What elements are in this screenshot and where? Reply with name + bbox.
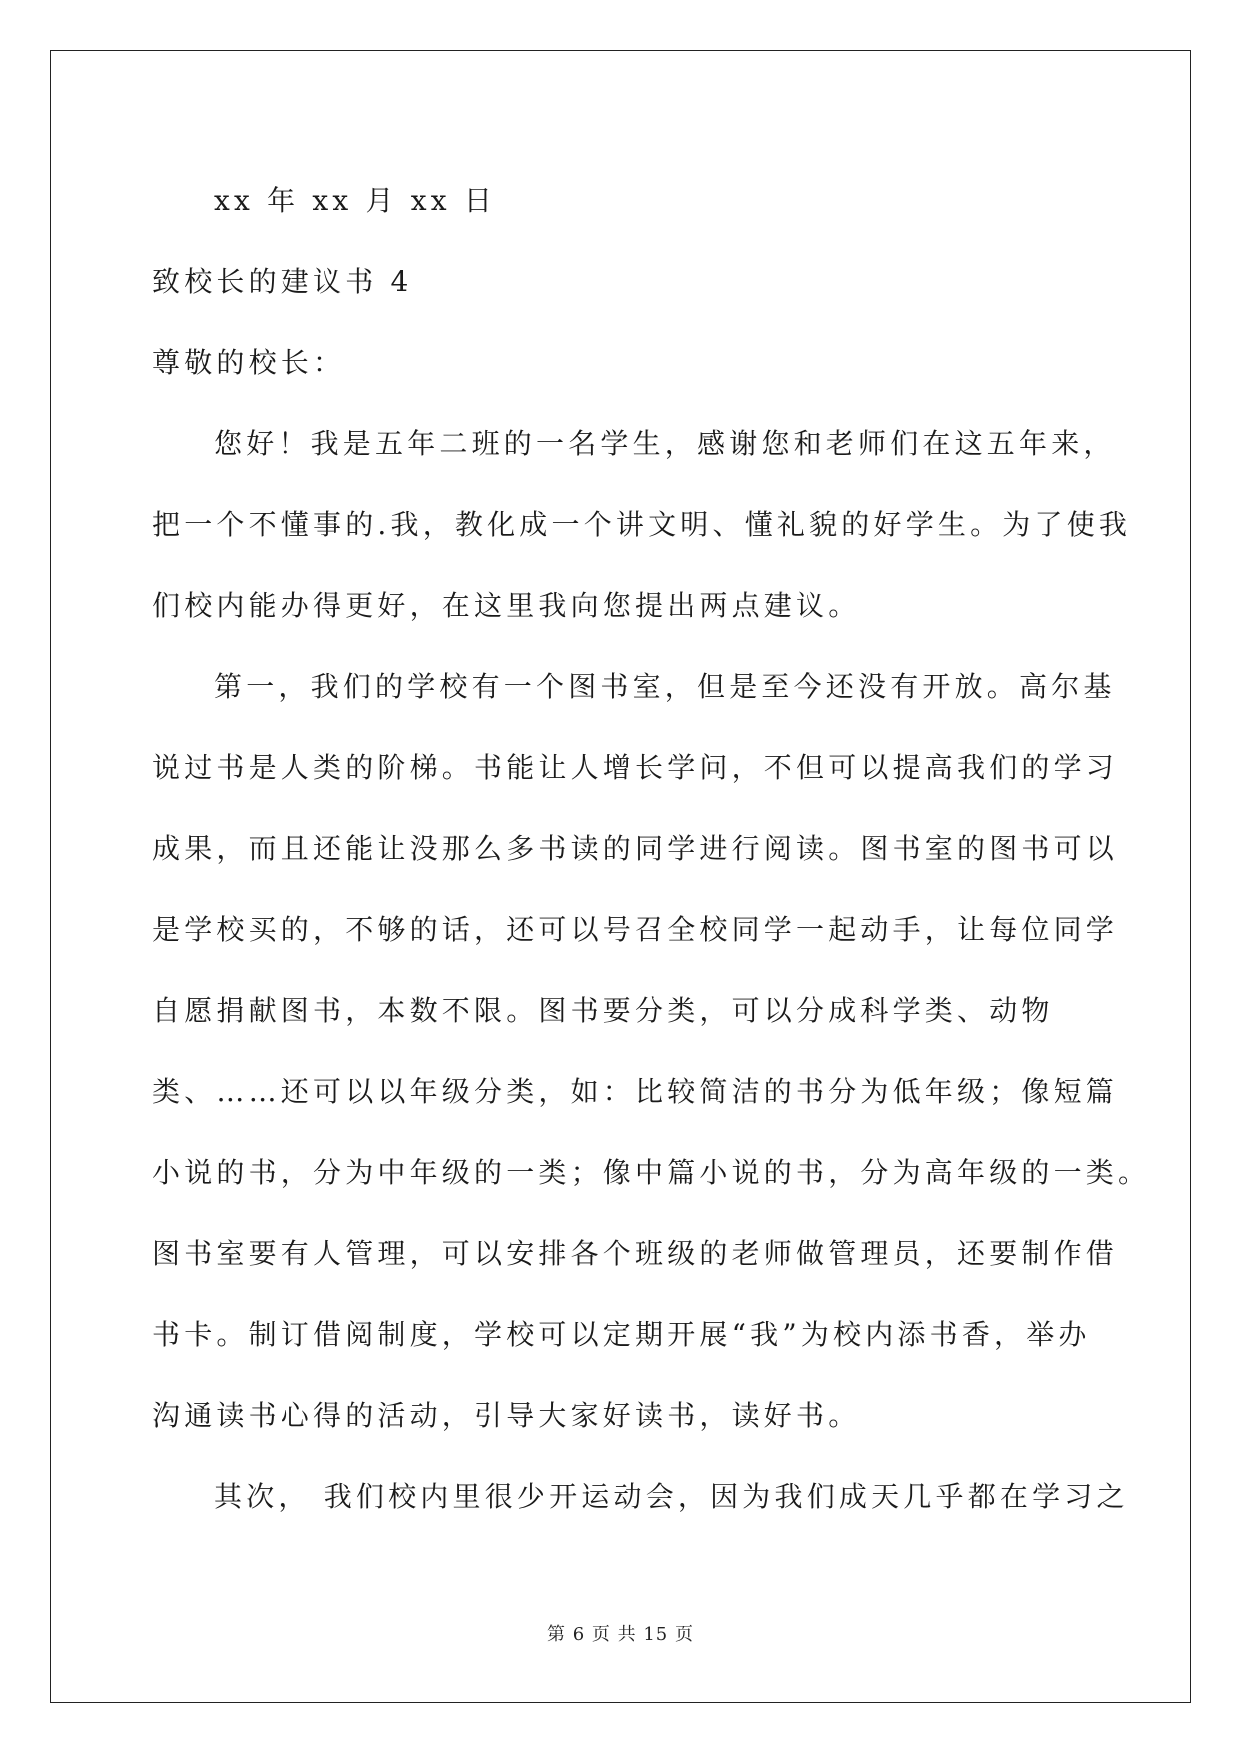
letter-title: 致校长的建议书 4 xyxy=(152,265,413,298)
document-body xyxy=(152,160,1151,1537)
salutation: 尊敬的校长： xyxy=(152,346,346,379)
date-line: xx 年 xx 月 xx 日 xyxy=(214,184,497,217)
paragraph-line: 自愿捐献图书，本数不限。图书要分类，可以分成科学类、动物 xyxy=(152,994,1054,1027)
paragraph-line: 把一个不懂事的.我，教化成一个讲文明、懂礼貌的好学生。为了使我 xyxy=(152,508,1132,541)
paragraph-line: 您好！我是五年二班的一名学生，感谢您和老师们在这五年来， xyxy=(214,427,1116,460)
paragraph-line: 成果，而且还能让没那么多书读的同学进行阅读。图书室的图书可以 xyxy=(152,832,1119,865)
paragraph-line: 们校内能办得更好，在这里我向您提出两点建议。 xyxy=(152,589,861,622)
paragraph-line: 小说的书，分为中年级的一类；像中篇小说的书，分为高年级的一类。 xyxy=(152,1156,1151,1189)
paragraph-line: 是学校买的，不够的话，还可以号召全校同学一起动手，让每位同学 xyxy=(152,913,1119,946)
paragraph-line: 图书室要有人管理，可以安排各个班级的老师做管理员，还要制作借 xyxy=(152,1237,1119,1270)
paragraph-line: 第一，我们的学校有一个图书室，但是至今还没有开放。高尔基 xyxy=(214,670,1116,703)
page-number-footer: 第 6 页 共 15 页 xyxy=(547,1624,694,1645)
paragraph-line: 书卡。制订借阅制度，学校可以定期开展“我”为校内添书香，举办 xyxy=(152,1318,1091,1351)
paragraph-line: 说过书是人类的阶梯。书能让人增长学问，不但可以提高我们的学习 xyxy=(152,751,1119,784)
paragraph-line: 沟通读书心得的活动，引导大家好读书，读好书。 xyxy=(152,1399,861,1432)
paragraph-line: 类、……还可以以年级分类，如：比较简洁的书分为低年级；像短篇 xyxy=(152,1075,1119,1108)
paragraph-line: 其次， 我们校内里很少开运动会，因为我们成天几乎都在学习之 xyxy=(214,1480,1129,1513)
